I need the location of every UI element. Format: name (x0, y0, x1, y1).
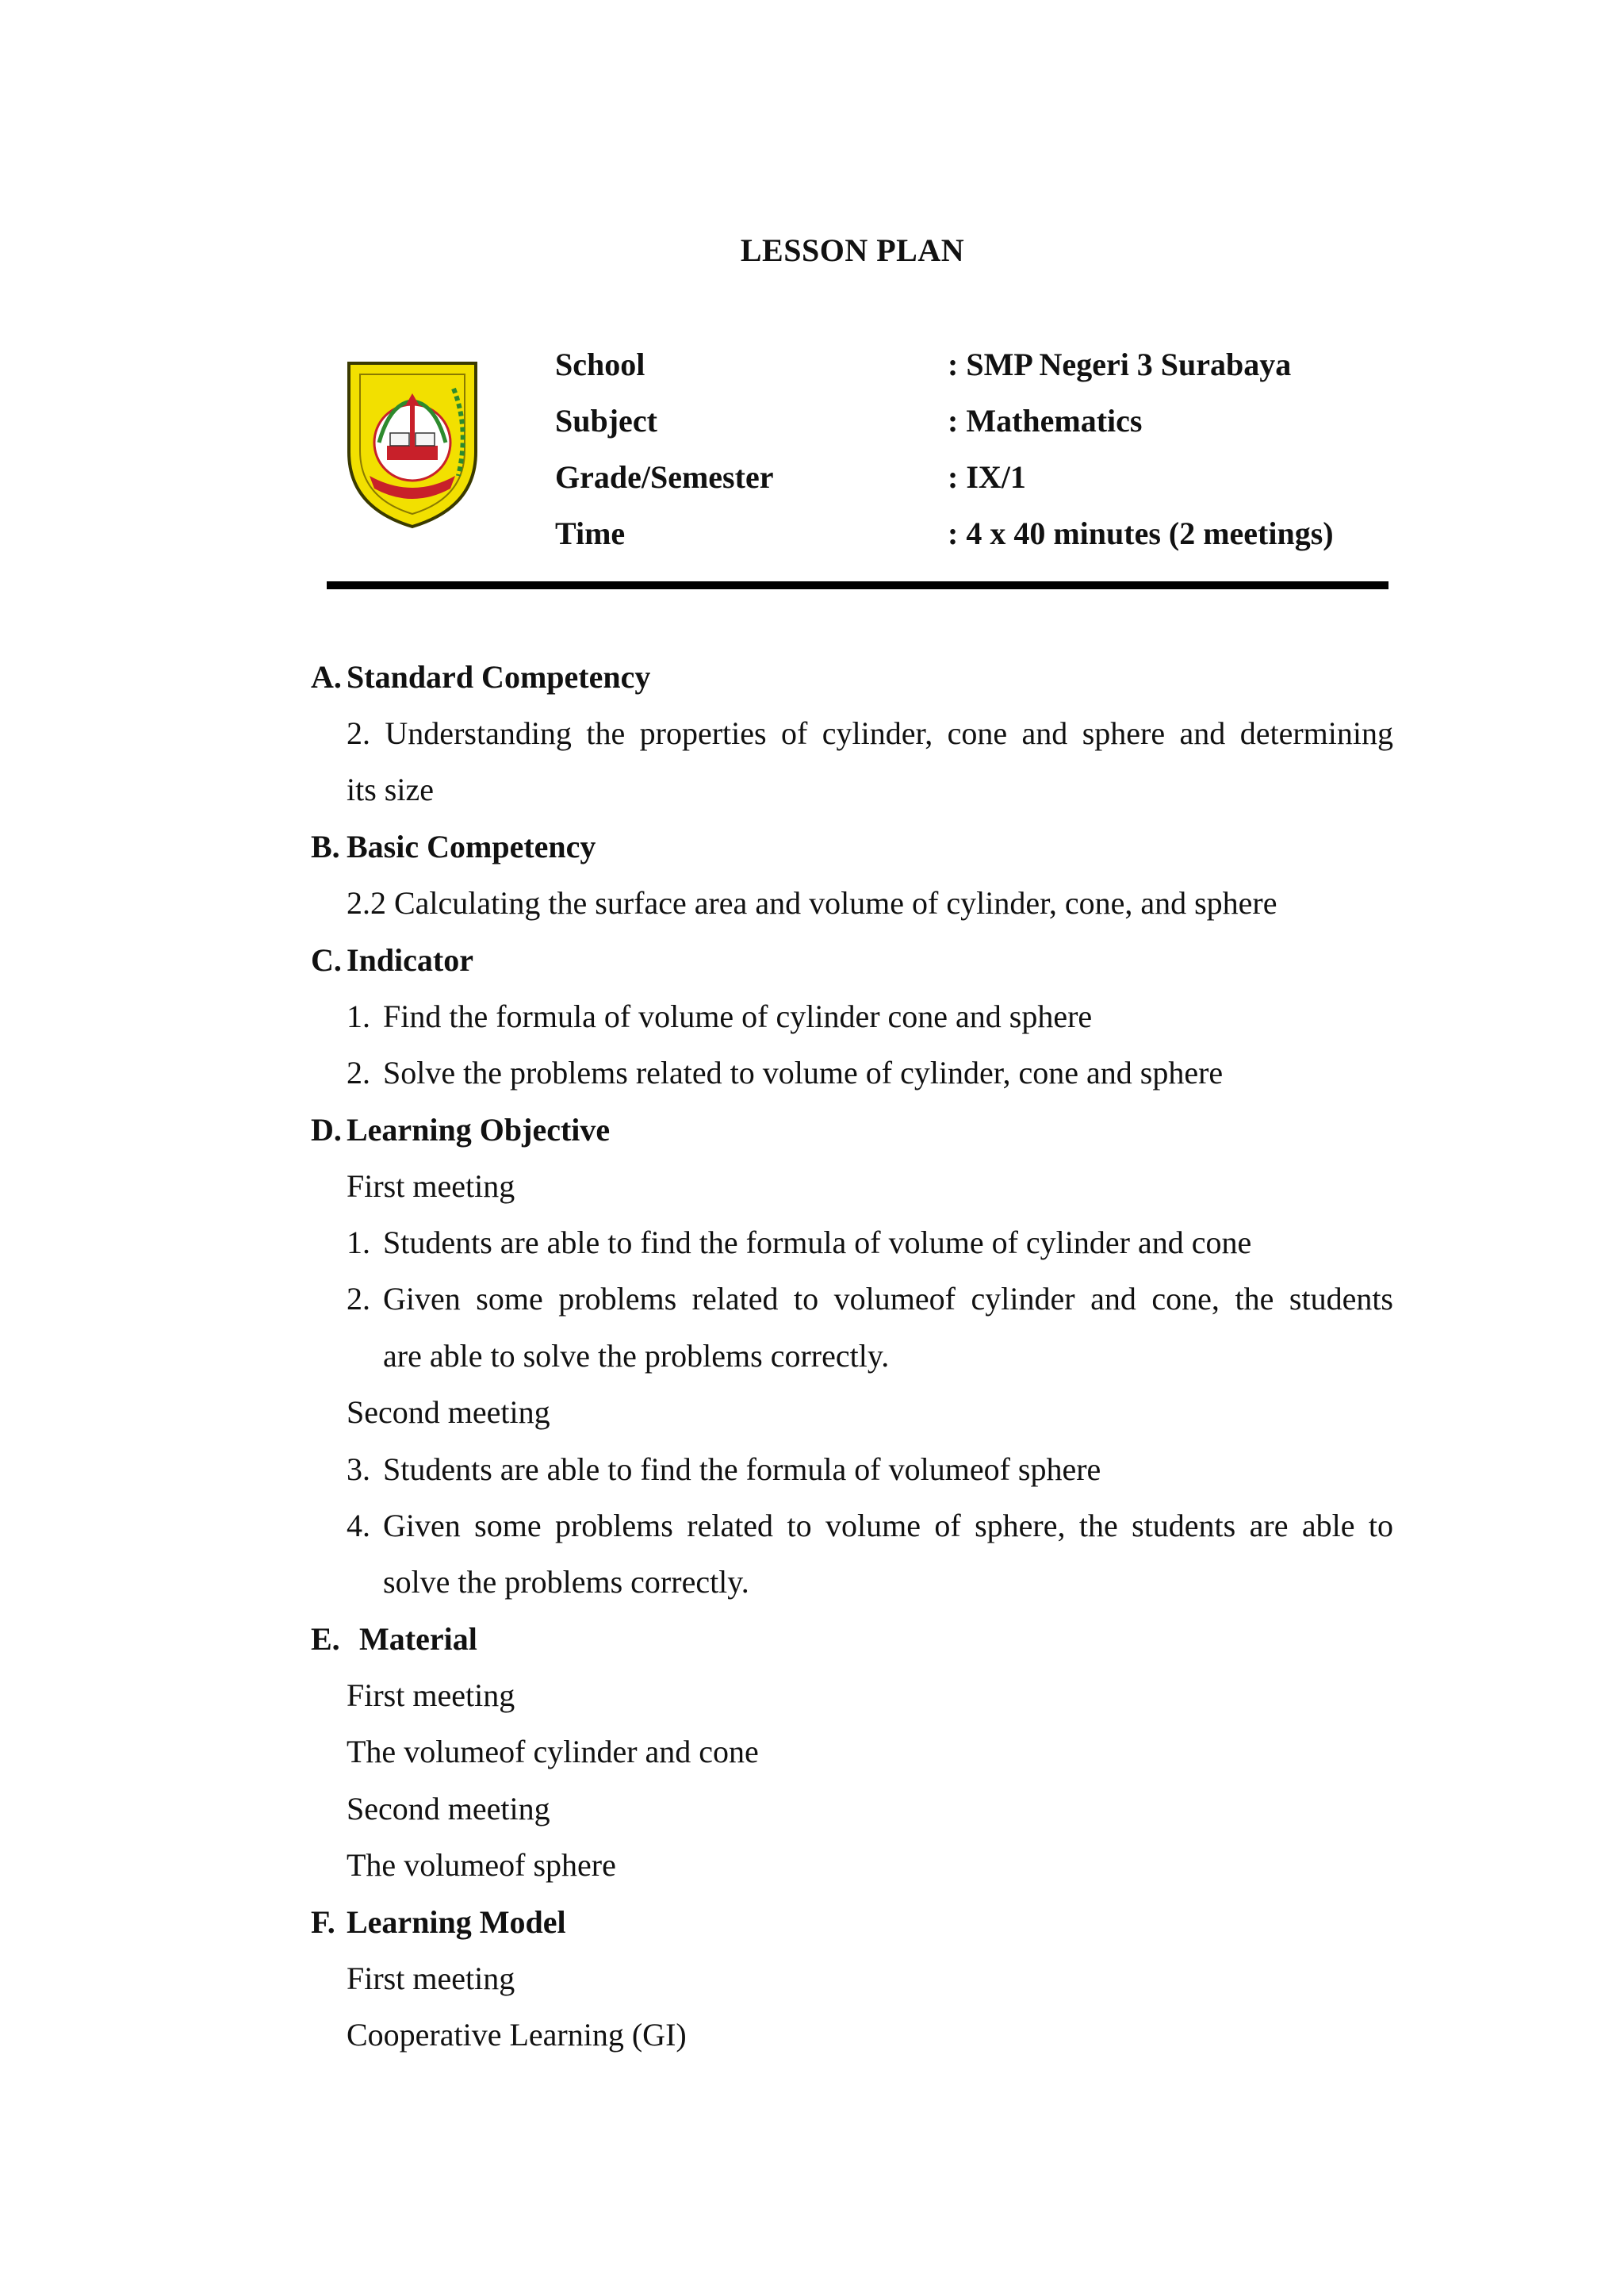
header-value: : Mathematics (948, 403, 1143, 439)
section-c-letter: C. (311, 942, 342, 978)
list-number: 2. (347, 1281, 370, 1317)
list-item: Given some problems related to volumeof cylinder and cone, the students (383, 1281, 1393, 1317)
list-item: Students are able to find the formula of volumeof sphere (383, 1451, 1101, 1487)
header-value: : SMP Negeri 3 Surabaya (948, 347, 1292, 382)
school-crest-icon (343, 357, 482, 531)
section-b-text-line: 2.2 Calculating the surface area and volume of cylinder, cone, and sphere (347, 885, 1277, 921)
section-a-letter: A. (311, 659, 342, 695)
page-title: LESSON PLAN (740, 232, 965, 268)
section-a-text-line: 2. Understanding the properties of cylinder, cone and sphere and determining (347, 715, 1393, 751)
section-e-text-line: The volumeof sphere (347, 1847, 616, 1883)
list-number: 2. (347, 1055, 370, 1091)
list-item: Solve the problems related to volume of cylinder, cone and sphere (383, 1055, 1224, 1091)
header-label: Grade/Semester (555, 459, 774, 495)
section-e-letter: E. (311, 1621, 340, 1657)
header-divider (327, 581, 1388, 589)
header-label: Time (555, 516, 626, 551)
list-item-continuation: solve the problems correctly. (383, 1564, 749, 1600)
section-e-text-line: First meeting (347, 1677, 515, 1713)
section-b-letter: B. (311, 829, 340, 864)
section-e-text-line: Second meeting (347, 1791, 550, 1826)
section-b-title: Basic Competency (347, 829, 596, 864)
list-item: Students are able to find the formula of volume of cylinder and cone (383, 1225, 1252, 1260)
list-item: Find the formula of volume of cylinder cone and sphere (383, 999, 1093, 1034)
list-number: 3. (347, 1451, 370, 1487)
section-a-text-line: its size (347, 772, 434, 807)
list-item-continuation: are able to solve the problems correctly. (383, 1338, 890, 1374)
meeting-label: First meeting (347, 1168, 515, 1204)
header-label: School (555, 347, 645, 382)
list-item: Given some problems related to volume of sphere, the students are able to (383, 1508, 1393, 1543)
section-f-text-line: First meeting (347, 1961, 515, 1996)
section-c-title: Indicator (347, 942, 473, 978)
header-label: Subject (555, 403, 657, 439)
section-d-letter: D. (311, 1112, 342, 1148)
section-e-text-line: The volumeof cylinder and cone (347, 1734, 759, 1769)
section-f-text-line: Cooperative Learning (GI) (347, 2017, 687, 2053)
list-number: 1. (347, 999, 370, 1034)
section-e-title: Material (359, 1621, 477, 1657)
section-f-title: Learning Model (347, 1904, 566, 1940)
section-a-title: Standard Competency (347, 659, 651, 695)
list-number: 1. (347, 1225, 370, 1260)
list-number: 4. (347, 1508, 370, 1543)
header-value: : IX/1 (948, 459, 1026, 495)
header-value: : 4 x 40 minutes (2 meetings) (948, 516, 1334, 551)
meeting-label: Second meeting (347, 1394, 550, 1430)
section-d-title: Learning Objective (347, 1112, 611, 1148)
section-f-letter: F. (311, 1904, 335, 1940)
